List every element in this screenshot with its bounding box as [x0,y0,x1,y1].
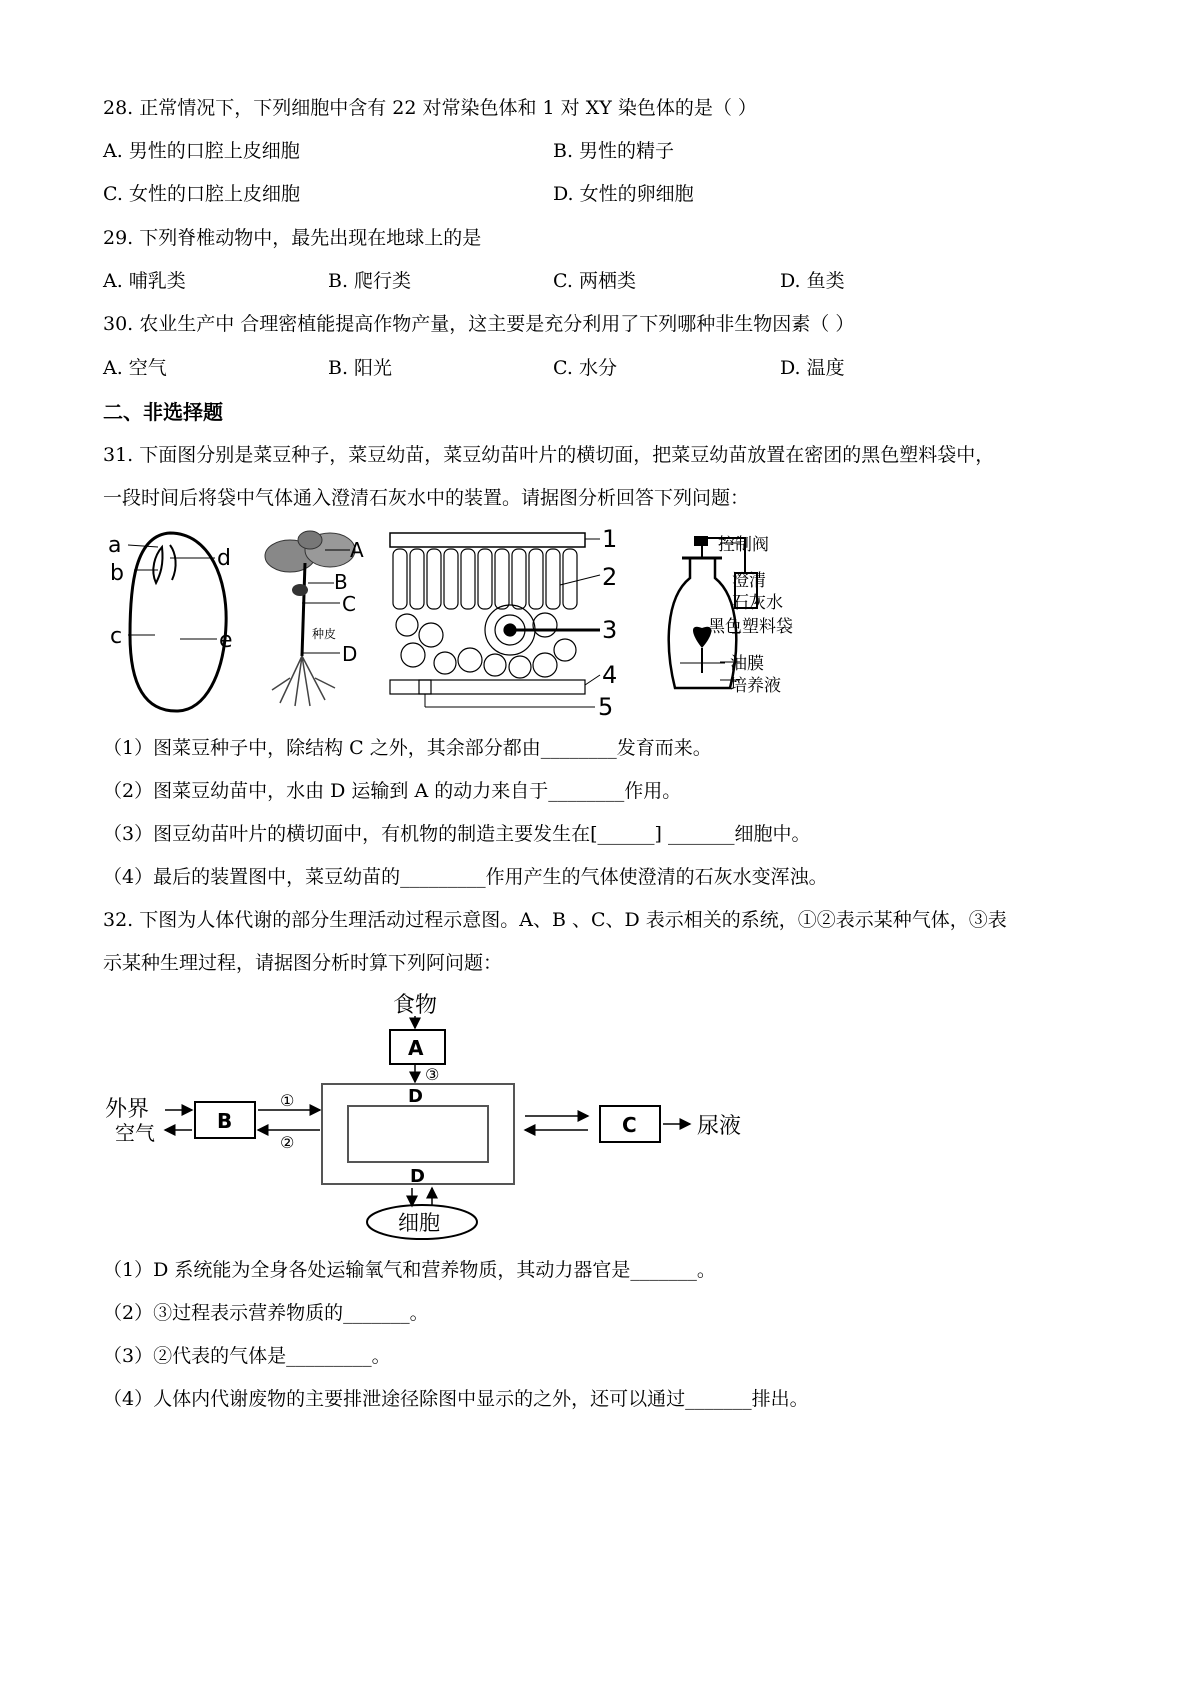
box-b-label: B [217,1109,233,1133]
q32-stem-line2: 示某种生理过程，请据图分析时算下列阿问题： [103,952,503,974]
q28-option-c: C. 女性的口腔上皮细胞 [103,183,300,205]
seed-label-e: e [219,628,233,653]
leaf-cross-section-figure [385,525,640,720]
bean-seed-figure [100,525,250,720]
q30-option-a: A. 空气 [103,357,167,379]
section-heading: 二、非选择题 [103,400,223,424]
q30-option-b: B. 阳光 [328,357,393,379]
apparatus-label-limewater: 石灰水 [732,593,783,613]
q30-option-d: D. 温度 [780,357,845,379]
q28-option-b: B. 男性的精子 [553,140,675,162]
apparatus-label-black-bag: 黑色塑料袋 [708,617,793,637]
leaf-label-3: 3 [602,616,618,644]
seed-label-b: b [110,561,124,586]
apparatus-label-oil-film: 油膜 [730,654,764,674]
seedling-label-c: C [342,592,356,616]
marker-3: ③ [425,1065,440,1084]
seedling-label-d: D [342,642,358,666]
box-a-label: A [408,1036,424,1060]
seedling-note: 种皮 [312,627,337,641]
leaf-label-1: 1 [602,525,618,553]
seed-label-a: a [108,533,122,558]
q32-stem-line1: 32. 下图为人体代谢的部分生理活动过程示意图。A、B 、C、D 表示相关的系统，①②表示某种气体，③表 [103,909,1007,931]
apparatus-figure [660,528,820,703]
q29-option-d: D. 鱼类 [780,270,845,292]
q31-stem-line2: 一段时间后将袋中气体通入澄清石灰水中的装置。请据图分析回答下列问题： [103,487,750,509]
q28-option-a: A. 男性的口腔上皮细胞 [103,140,300,162]
marker-2: ② [280,1133,295,1152]
seed-label-c: c [110,624,123,649]
q32-sub1: （1）D 系统能为全身各处运输氧气和营养物质，其动力器官是_______。 [103,1259,716,1281]
q29-option-b: B. 爬行类 [328,270,412,292]
urine-label: 尿液 [697,1114,742,1139]
q29-option-a: A. 哺乳类 [103,270,186,292]
q32-sub2: （2）③过程表示营养物质的_______。 [103,1302,429,1324]
outside-air-line1: 外界 [105,1097,150,1122]
q30-option-c: C. 水分 [553,357,617,379]
q31-stem-line1: 31. 下面图分别是菜豆种子，菜豆幼苗，菜豆幼苗叶片的横切面，把菜豆幼苗放置在密团的黑色塑料袋中， [103,444,995,466]
apparatus-label-culture: 培养液 [730,676,781,696]
q31-sub1: （1）图菜豆种子中，除结构 C 之外，其余部分都由________发育而来。 [103,737,712,759]
outside-air-line2: 空气 [115,1121,155,1145]
q32-sub4: （4）人体内代谢废物的主要排泄途径除图中显示的之外，还可以通过_______排出。 [103,1388,809,1410]
q28-option-d: D. 女性的卵细胞 [553,183,694,205]
seedling-label-b: B [334,570,348,594]
food-label: 食物 [393,993,438,1018]
leaf-label-5: 5 [598,693,614,720]
marker-1: ① [280,1091,295,1110]
q30-stem: 30. 农业生产中 合理密植能提高作物产量，这主要是充分利用了下列哪种非生物因素（ ） [103,313,855,335]
box-c-label: C [622,1113,637,1137]
bean-seedling-figure [250,528,375,708]
q28-stem: 28. 正常情况下，下列细胞中含有 22 对常染色体和 1 对 XY 染色体的是（ ） [103,97,757,119]
q32-sub3: （3）②代表的气体是_________。 [103,1345,391,1367]
q31-sub4: （4）最后的装置图中，菜豆幼苗的_________作用产生的气体使澄清的石灰水变浑浊。 [103,866,828,888]
seedling-label-a: A [350,538,364,562]
leaf-label-2: 2 [602,563,618,591]
apparatus-label-valve: 控制阀 [718,535,769,555]
label-d-bottom: D [410,1166,425,1187]
apparatus-label-clear: 澄清 [732,571,766,591]
metabolism-diagram [100,988,800,1243]
q29-option-c: C. 两栖类 [553,270,636,292]
q31-sub2: （2）图菜豆幼苗中，水由 D 运输到 A 的动力来自于________作用。 [103,780,682,802]
q29-stem: 29. 下列脊椎动物中，最先出现在地球上的是 [103,227,482,249]
label-d-top: D [408,1086,423,1107]
seed-label-d: d [217,546,231,571]
q31-sub3: （3）图豆幼苗叶片的横切面中，有机物的制造主要发生在[______] _______细胞中。 [103,823,811,845]
leaf-label-4: 4 [602,661,618,689]
cell-label: 细胞 [398,1211,440,1235]
